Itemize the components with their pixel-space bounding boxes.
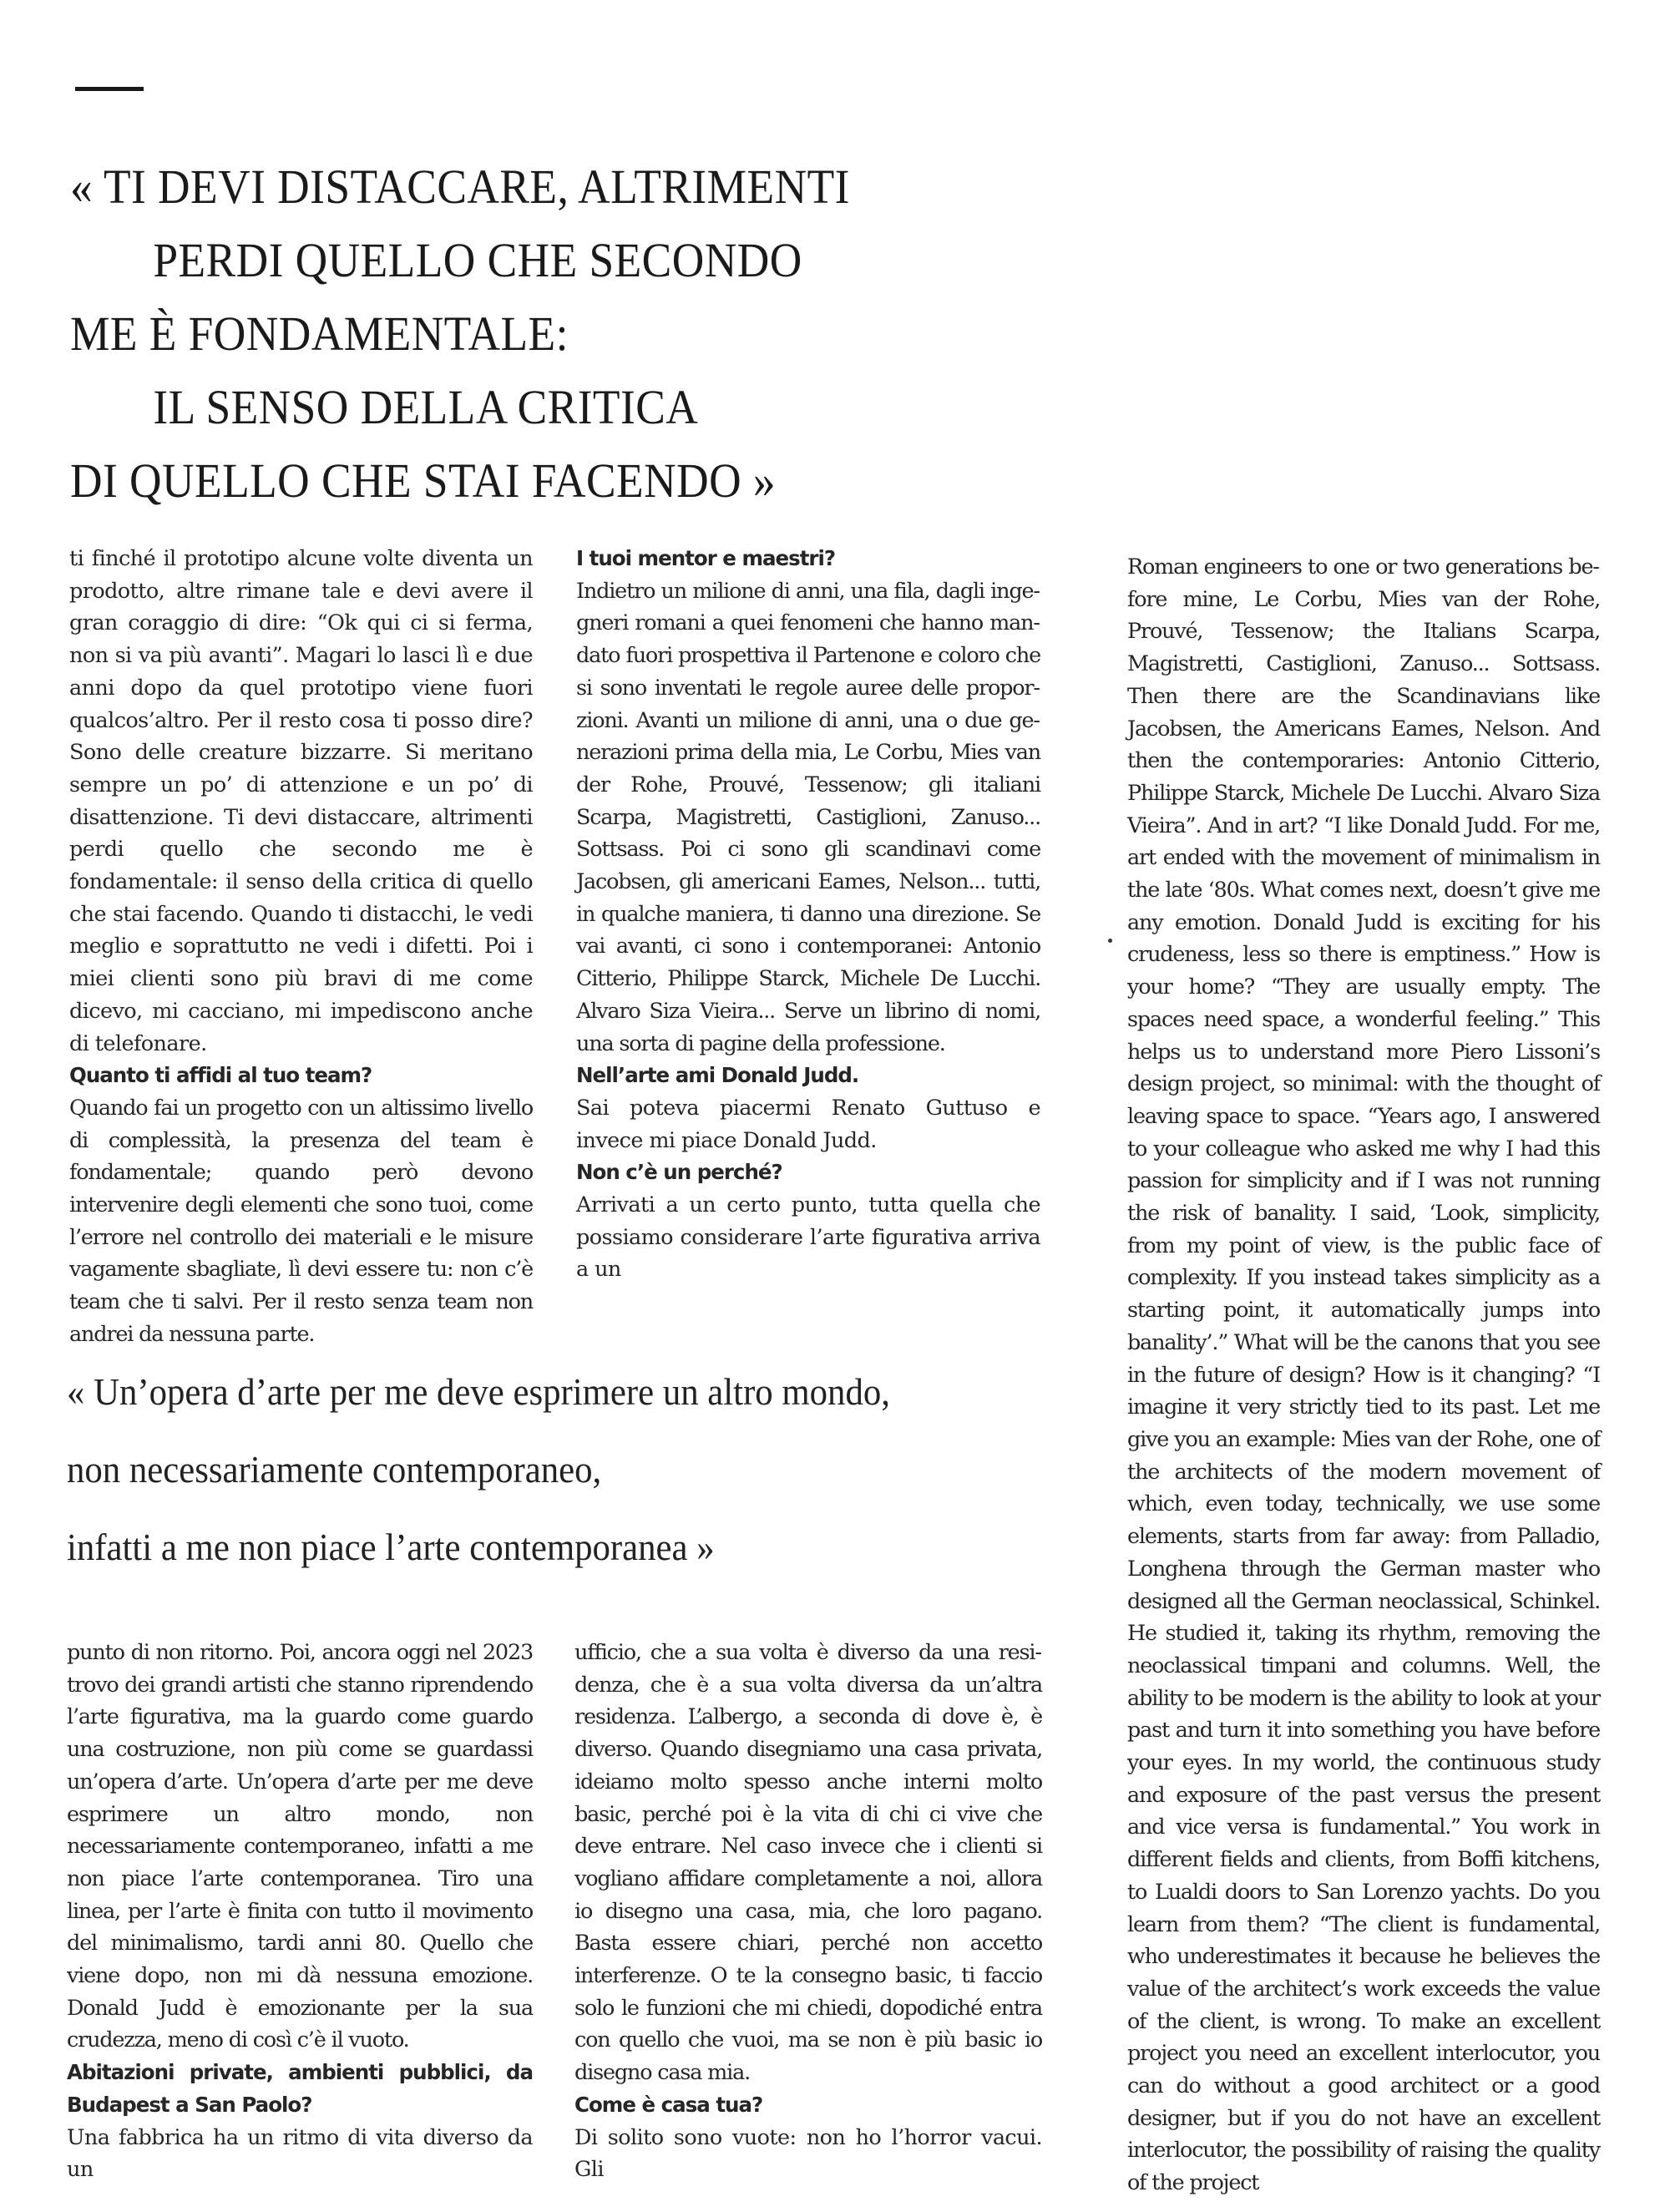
body-paragraph: Di solito sono vuote: non ho l’horror vacui. Gli xyxy=(574,2124,1042,2183)
bottom-middle-italian-column xyxy=(574,1637,1042,2186)
secondary-pull-quote xyxy=(67,1353,999,1586)
body-paragraph: Una fabbrica ha un ritmo di vita diverso da un xyxy=(67,2124,533,2183)
pull-quote-line-1: « Un’opera d’arte per me deve esprimere un altro mondo, xyxy=(67,1370,890,1413)
body-paragraph: ufficio, che a sua volta è diverso da una residenza, che è a sua volta diversa da un’altra residenza. L’albergo, a seconda di dove è, è diverso. Quando disegniamo una casa privata, ideiamo molto spesso anche interni molto basic, perché poi è la vita di chi ci vive che deve entrare. Nel caso invece che i clienti si vogliano affidare completamente a noi, allora io disegno una casa, mia, che loro pagano. Basta essere chiari, perché non accetto interferenze. O te la consegno basic, ti faccio solo le funzioni che mi chiedi, dopodiché entra con quello che vuoi, ma se non è più basic io disegno casa mia. xyxy=(574,1640,1042,2086)
interview-question: Nell’arte ami Donald Judd. xyxy=(576,1063,859,1088)
body-paragraph: Indietro un milione di anni, una fila, dagli ingegneri romani a quei fenomeni che hanno mandato fuori prospettiva il Partenone e coloro che si sono inventati le regole auree delle proporzioni. Avanti un milione di anni, una o due generazioni prima della mia, Le Corbu, Mies van der Rohe, Prouvé, Tessenow; gli italiani Scarpa, Magistretti, Castiglioni, Zanuso... Sottsass. Poi ci sono gli scandinavi come Jacobsen, gli americani Eames, Nelson... tutti, in qualche maniera, ti danno una direzione. Se vai avanti, ci sono i contemporanei: Antonio Citterio, Philippe Starck, Michele De Lucchi. Alvaro Siza Vieira... Serve un librino di nomi, una sorta di pagine della professione. xyxy=(576,578,1040,1056)
headline-line-4: IL SENSO DELLA CRITICA xyxy=(153,380,699,434)
body-paragraph: punto di non ritorno. Poi, ancora oggi nel 2023 trovo dei grandi artisti che stanno riprendendo l’arte figurativa, ma la guardo come guardo una costruzione, non più come se guardassi un’opera d’arte. Un’opera d’arte per me deve esprimere un altro mondo, non necessariamente contemporaneo, infatti a me non piace l’arte contemporanea. Tiro una linea, per l’arte è finita con tutto il movimento del minimalismo, tardi anni 80. Quello che viene dopo, non mi dà nessuna emozione. Donald Judd è emozionante per la sua crudezza, meno di così c’è il vuoto. xyxy=(67,1640,533,2053)
interview-question: I tuoi mentor e maestri? xyxy=(576,546,836,570)
headline-line-5: DI QUELLO CHE STAI FACENDO » xyxy=(70,453,777,508)
body-paragraph: Quando fai un progetto con un altissimo livello di complessità, la presenza del team è fondamentale; quando però devono intervenire degli elementi che sono tuoi, come l’errore nel controllo dei materiali e le misure vagamente sbagliate, lì devi essere tu: non c’è team che ti salvi. Per il resto senza team non andrei da nessuna parte. xyxy=(69,1095,533,1347)
interview-question: Come è casa tua? xyxy=(574,2092,763,2117)
body-paragraph: Arrivati a un certo punto, tutta quella che possiamo considerare l’arte figurativa arriva a un xyxy=(576,1192,1040,1283)
right-english-column xyxy=(1127,551,1600,2199)
interview-question: Abitazioni private, ambienti pubblici, da Budapest a San Paolo? xyxy=(67,2060,533,2117)
headline-pull-quote xyxy=(70,150,961,518)
pull-quote-line-3: infatti a me non piace l’arte contemporanea » xyxy=(67,1526,715,1568)
section-rule-dash xyxy=(75,87,144,91)
headline-line-1: « TI DEVI DISTACCARE, ALTRIMENTI xyxy=(70,159,850,214)
body-paragraph: Roman engineers to one or two generations before mine, Le Corbu, Mies van der Rohe, Prouvé, Tessenow; the Italians Scarpa, Magistretti, Castiglioni, Zanuso... Sottsass. Then there are the Scandinavians like Jacobsen, the Americans Eames, Nelson. And then the contemporaries: Antonio Citterio, Philippe Starck, Michele De Lucchi. Alvaro Siza Vieira”. And in art? “I like Donald Judd. For me, art ended with the movement of minimalism in the late ‘80s. What comes next, doesn’t give me any emotion. Donald Judd is exciting for his crudeness, less so there is emptiness.” How is your home? “They are usually empty. The spaces need space, a wonderful feeling.” This helps us to understand more Piero Lissoni’s design project, so minimal: with the thought of leaving space to space. “Years ago, I answered to your colleague who asked me why I had this passion for simplicity and if I was not running the risk of banality. I said, ‘Look, simplicity, from my point of view, is the public face of complexity. If you instead takes simplicity as a starting point, it automatically jumps into banality’.” What will be the canons that you see in the future of design? How is it changing? “I imagine it very strictly tied to its past. Let me give you an example: Mies van der Rohe, one of the architects of the modern movement of which, even today, technically, we use some elements, starts from far away: from Palladio, Longhena through the German master who designed all the German neoclassical, Schinkel. He studied it, taking its rhythm, removing the neoclassical timpani and columns. Well, the ability to be modern is the ability to look at your past and turn it into something you have before your eyes. In my world, the continuous study and exposure of the past versus the present and vice versa is fundamental.” You work in different fields and clients, from Boffi kitchens, to Lualdi doors to San Lorenzo yachts. Do you learn from them? “The client is fundamental, who underestimates it because he believes the value of the architect’s work exceeds the value of the client, is wrong. To make an excellent project you need an excellent interlocutor, you can do without a good architect or a good designer, but if you do not have an excellent interlocutor, the possibility of raising the quality of the project xyxy=(1127,554,1600,2196)
scan-speck xyxy=(1108,939,1112,943)
body-paragraph: ti finché il prototipo alcune volte diventa un prodotto, altre rimane tale e devi avere il gran coraggio di dire: “Ok qui ci si ferma, non si va più avanti”. Magari lo lasci lì e due anni dopo da quel prototipo viene fuori qualcos’altro. Per il resto cosa ti posso dire? Sono delle creature bizzarre. Si meritano sempre un po’ di attenzione e un po’ di disattenzione. Ti devi distaccare, altrimenti perdi quello che secondo me è fondamentale: il senso della critica di quello che stai facendo. Quando ti distacchi, le vedi meglio e soprattutto ne vedi i difetti. Poi i miei clienti sono più bravi di me come dicevo, mi cacciano, mi impediscono anche di telefonare. xyxy=(69,546,533,1056)
bottom-left-italian-column xyxy=(67,1637,533,2186)
pull-quote-line-2: non necessariamente contemporaneo, xyxy=(67,1448,602,1491)
headline-line-2: PERDI QUELLO CHE SECONDO xyxy=(153,233,802,287)
top-middle-italian-column xyxy=(576,543,1040,1286)
top-left-italian-column xyxy=(69,543,533,1351)
interview-question: Quanto ti affidi al tuo team? xyxy=(69,1063,372,1088)
headline-line-3: ME È FONDAMENTALE: xyxy=(70,306,569,361)
body-paragraph: Sai poteva piacermi Renato Guttuso e invece mi piace Donald Judd. xyxy=(576,1095,1040,1153)
interview-question: Non c’è un perché? xyxy=(576,1160,782,1185)
